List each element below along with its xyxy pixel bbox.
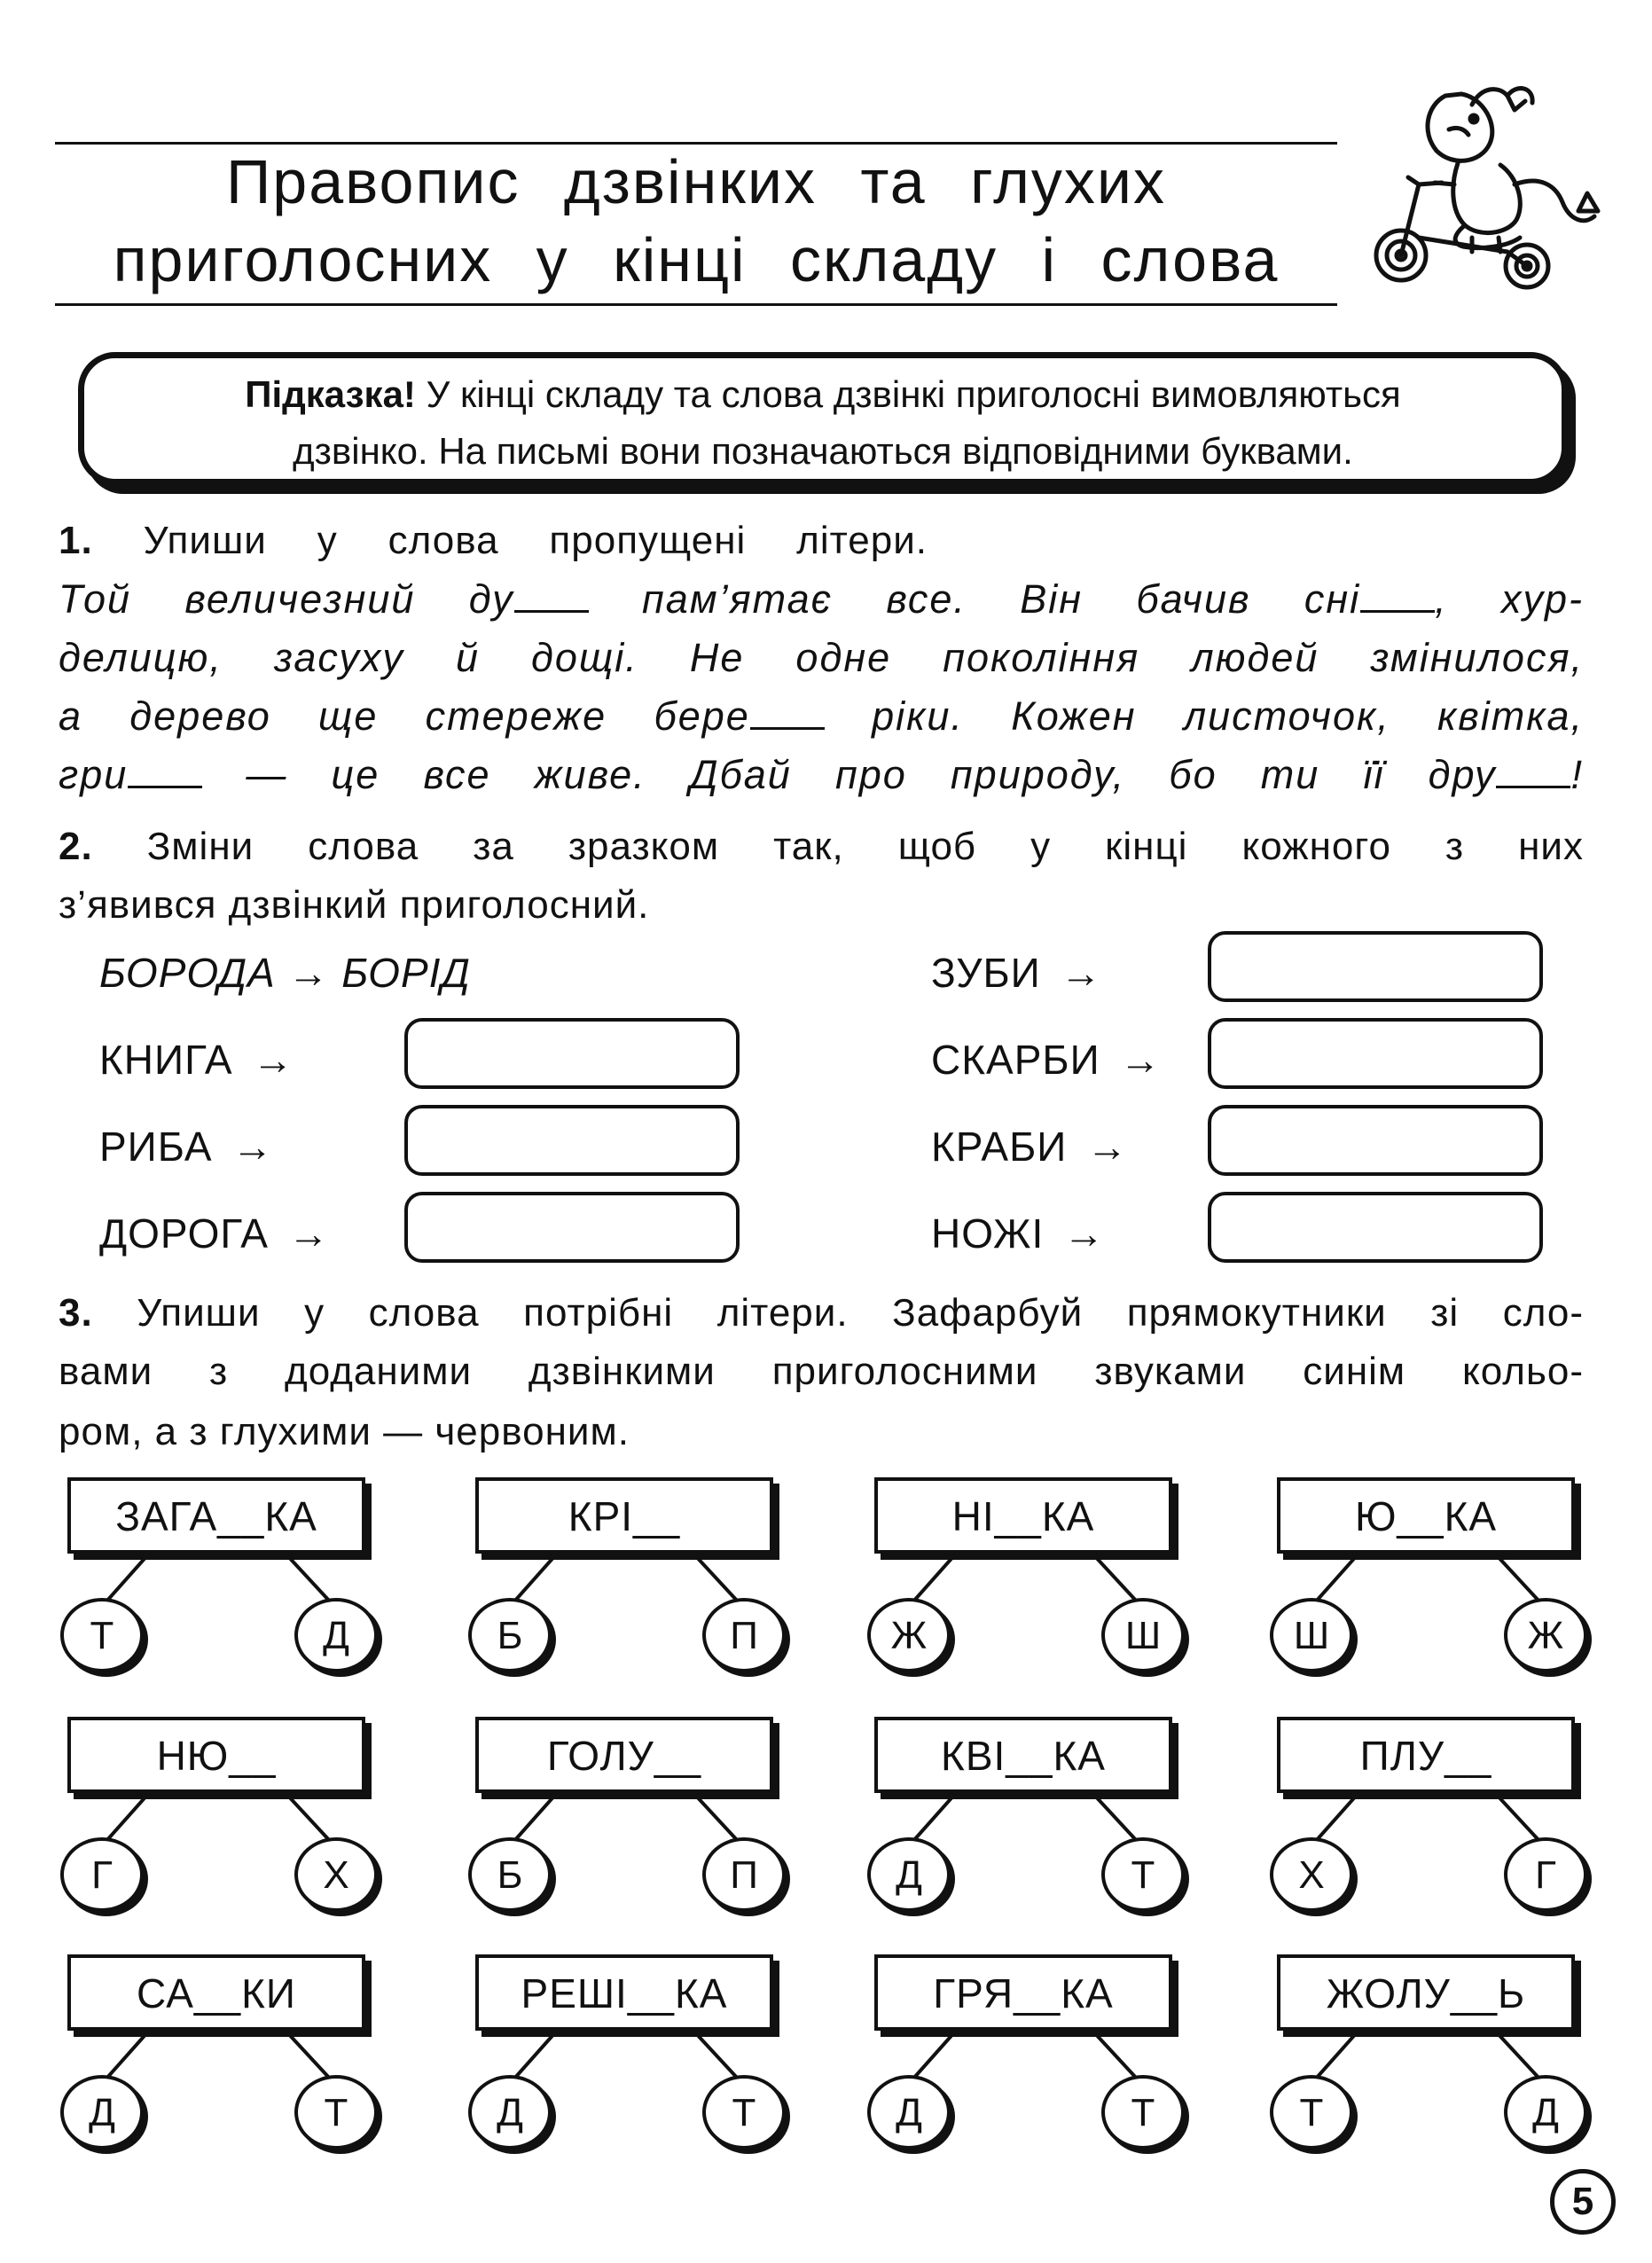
task1-number: 1.	[59, 519, 93, 562]
word-card[interactable]: СА__КИ	[67, 1954, 365, 2031]
connector-line	[913, 1554, 956, 1601]
arrow-icon: →	[252, 1037, 294, 1083]
letter-option-left[interactable]: Б	[468, 1598, 552, 1672]
letter-option-left[interactable]: Ж	[867, 1598, 951, 1672]
connector-line	[913, 1793, 956, 1841]
story-text: гри	[59, 752, 129, 797]
letter-option-right[interactable]: Д	[294, 1598, 378, 1672]
word-card[interactable]: ПЛУ__	[1277, 1717, 1575, 1793]
story-text: — це все живе. Дбай про природу, бо ти її дру	[246, 752, 1497, 797]
connector-line	[1495, 1554, 1539, 1601]
word-card[interactable]: КВІ__КА	[874, 1717, 1172, 1793]
letter-option-right[interactable]: П	[702, 1598, 786, 1672]
page-title-line2: приголосних у кінці складу і слова	[113, 225, 1280, 294]
letter-option-left[interactable]: Б	[468, 1837, 552, 1912]
hint-label: Підказка!	[245, 373, 416, 415]
letter-option-left[interactable]: Д	[867, 2075, 951, 2149]
connector-line	[1092, 1793, 1137, 1841]
word-card[interactable]: ГОЛУ__	[475, 1717, 773, 1793]
letter-option-right[interactable]: Г	[1504, 1837, 1587, 1912]
connector-line	[106, 1554, 149, 1601]
page-number: 5	[1550, 2169, 1616, 2235]
word-text: ДОРОГА	[99, 1210, 269, 1257]
arrow-icon: →	[1063, 1210, 1106, 1257]
connector-line	[286, 1554, 330, 1601]
word-card[interactable]: ГРЯ__КА	[874, 1954, 1172, 2031]
letter-option-right[interactable]: Т	[702, 2075, 786, 2149]
connector-line	[286, 2031, 330, 2079]
word-card[interactable]: НІ__КА	[874, 1477, 1172, 1554]
letter-option-right[interactable]: Т	[1101, 1837, 1185, 1912]
task3-instruction-text: Упиши у слова потрібні літери. Зафарбуй прямокутники зі сло-	[137, 1291, 1584, 1335]
connector-line	[286, 1793, 330, 1841]
page-title-line1: Правопис дзвінких та глухих	[225, 147, 1167, 216]
arrow-icon: →	[1119, 1037, 1162, 1083]
word-card[interactable]: КРІ__	[475, 1477, 773, 1554]
story-text: пам’ятає все. Він бачив сні	[641, 576, 1361, 622]
letter-option-left[interactable]: Ш	[1270, 1598, 1353, 1672]
connector-line	[1495, 1793, 1539, 1841]
word-card[interactable]: ЗАГА__КА	[67, 1477, 365, 1554]
story-text: ріки. Кожен листочок, квітка,	[872, 693, 1584, 739]
letter-option-left[interactable]: Т	[60, 1598, 144, 1672]
arrow-icon: →	[231, 1124, 274, 1170]
connector-line	[693, 2031, 738, 2079]
connector-line	[106, 2031, 149, 2079]
arrow-icon: →	[1060, 950, 1102, 996]
story-text: а дерево ще стереже бере	[59, 693, 750, 739]
connector-line	[1316, 1793, 1358, 1841]
word-text: РИБА	[99, 1124, 213, 1170]
task2-example: БОРОДА → БОРІД	[99, 950, 471, 996]
connector-line	[514, 1554, 557, 1601]
arrow-icon: →	[287, 1210, 330, 1257]
letter-option-right[interactable]: Ш	[1101, 1598, 1185, 1672]
word-text: НОЖІ	[931, 1210, 1045, 1257]
letter-option-right[interactable]: Т	[294, 2075, 378, 2149]
letter-option-right[interactable]: Т	[1101, 2075, 1185, 2149]
story-text: делицю, засуху й дощі. Не одне покоління людей змінилося,	[59, 635, 1584, 680]
task3-number: 3.	[59, 1291, 93, 1335]
connector-line	[693, 1554, 738, 1601]
task2-instruction-text: Зміни слова за зразком так, щоб у кінці кожного з них	[146, 825, 1584, 868]
letter-option-left[interactable]: Х	[1270, 1837, 1353, 1912]
letter-option-right[interactable]: П	[702, 1837, 786, 1912]
task3-instruction-line3: ром, а з глухими — червоним.	[59, 1410, 630, 1453]
connector-line	[514, 2031, 557, 2079]
word-card[interactable]: НЮ__	[67, 1717, 365, 1793]
connector-line	[1092, 1554, 1137, 1601]
connector-line	[106, 1793, 149, 1841]
word-text: КНИГА	[99, 1037, 233, 1083]
letter-option-right[interactable]: Д	[1504, 2075, 1587, 2149]
task1-instruction-text: Упиши у слова пропущені літери.	[143, 519, 928, 562]
word-text: ЗУБИ	[931, 950, 1041, 996]
letter-option-left[interactable]: Г	[60, 1837, 144, 1912]
connector-line	[913, 2031, 956, 2079]
letter-option-left[interactable]: Д	[468, 2075, 552, 2149]
connector-line	[514, 1793, 557, 1841]
connector-line	[1495, 2031, 1539, 2079]
word-card[interactable]: ЖОЛУ__Ь	[1277, 1954, 1575, 2031]
word-card[interactable]: Ю__КА	[1277, 1477, 1575, 1554]
letter-option-left[interactable]: Д	[60, 2075, 144, 2149]
connector-line	[693, 1793, 738, 1841]
connector-line	[1316, 2031, 1358, 2079]
connector-line	[1316, 1554, 1358, 1601]
letter-option-right[interactable]: Ж	[1504, 1598, 1587, 1672]
word-card[interactable]: РЕШІ__КА	[475, 1954, 773, 2031]
story-text: !	[1570, 752, 1584, 797]
word-text: КРАБИ	[931, 1124, 1068, 1170]
story-text: , хур-	[1435, 576, 1584, 622]
task2-instruction-line2: з’явився дзвінкий приголосний.	[59, 883, 650, 927]
story-text: Той величезний ду	[59, 576, 514, 622]
hint-text-line1: У кінці складу та слова дзвінкі приголосні вимовляються	[415, 373, 1401, 415]
letter-option-right[interactable]: Х	[294, 1837, 378, 1912]
task2-number: 2.	[59, 825, 93, 868]
task3-instruction-line2: вами з доданими дзвінкими приголосними звуками синім кольо-	[59, 1350, 1584, 1393]
letter-option-left[interactable]: Т	[1270, 2075, 1353, 2149]
letter-option-left[interactable]: Д	[867, 1837, 951, 1912]
connector-line	[1092, 2031, 1137, 2079]
arrow-icon: →	[1086, 1124, 1129, 1170]
hint-text-line2: дзвінко. На письмі вони позначаються відповідними буквами.	[293, 430, 1353, 472]
word-text: СКАРБИ	[931, 1037, 1100, 1083]
